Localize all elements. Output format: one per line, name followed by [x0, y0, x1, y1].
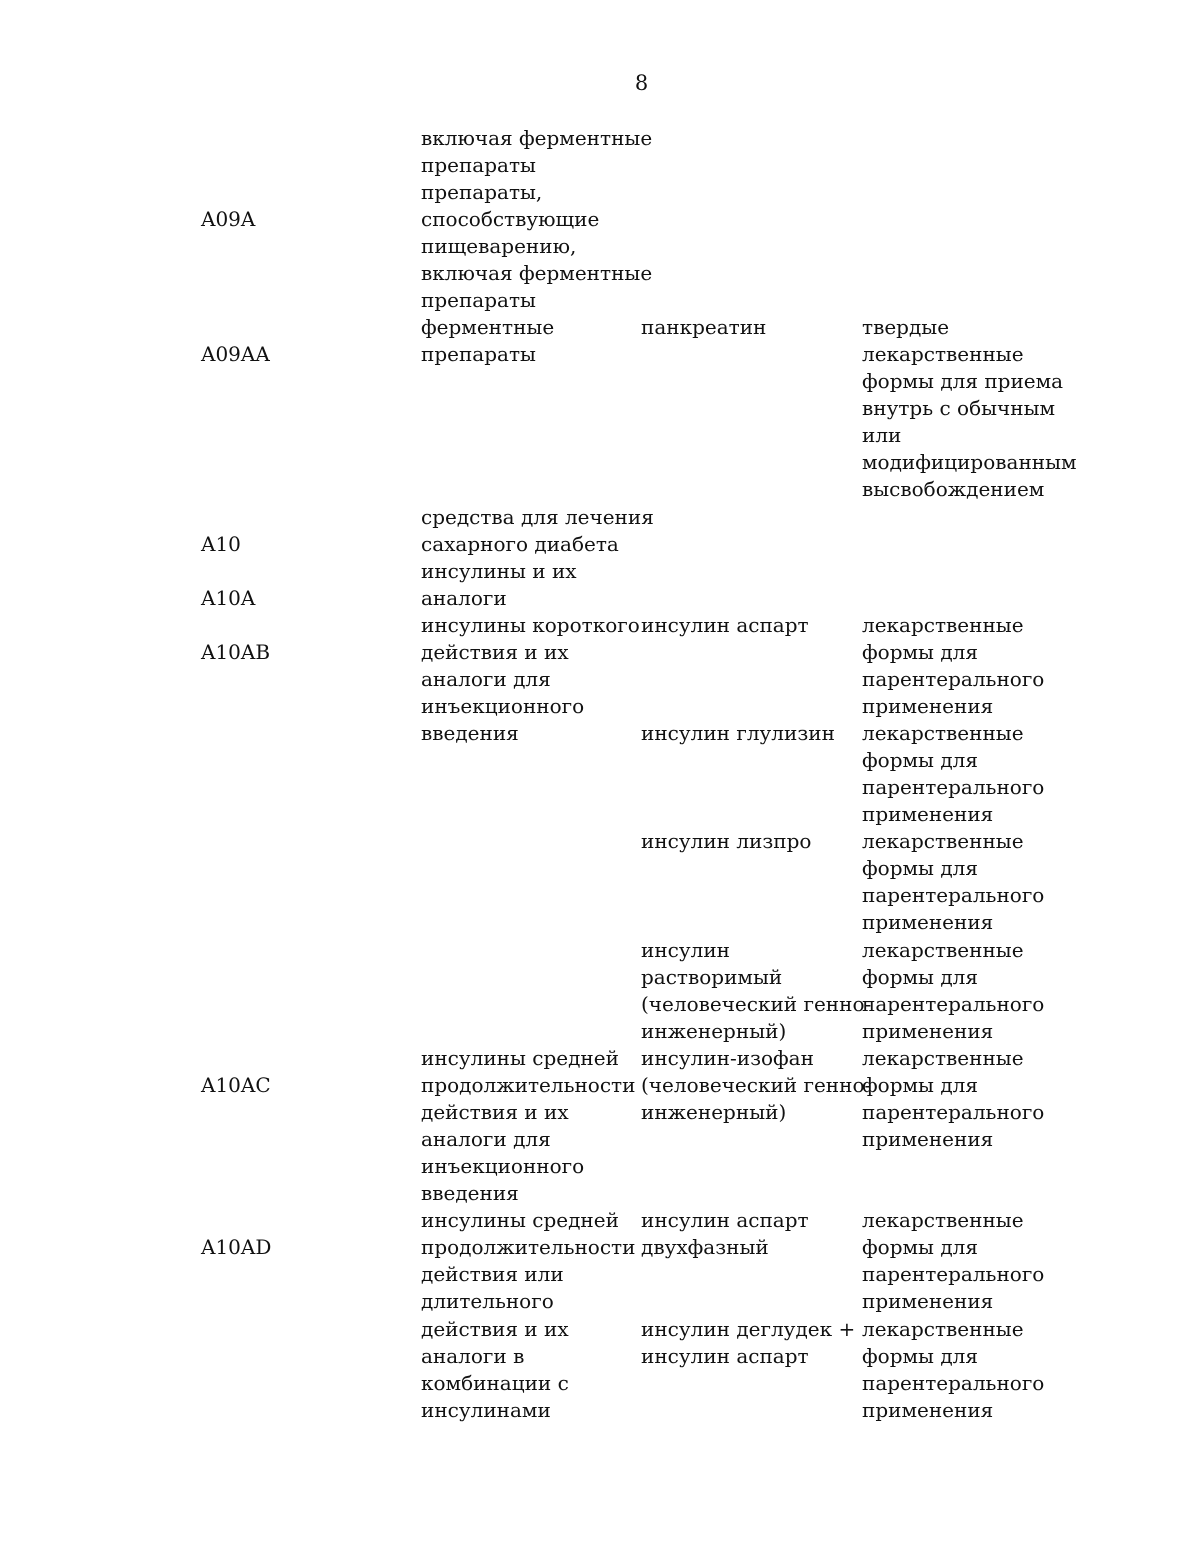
drug-name-line: инсулин [641, 938, 730, 962]
dosage-form-line: лекарственные [862, 938, 1024, 962]
drug-name-line: двухфазный [641, 1235, 769, 1259]
dosage-form-line: формы для [862, 1073, 978, 1097]
group-name-line: инсулины и их [421, 559, 577, 583]
atc-code: A09A [201, 207, 256, 231]
dosage-form-line: парентерального [862, 992, 1045, 1016]
group-name-line: аналоги [421, 586, 507, 610]
drug-name-line: инсулин-изофан [641, 1046, 814, 1070]
dosage-form-line: или [862, 423, 902, 447]
dosage-form-line: применения [862, 1127, 994, 1151]
group-name-line: способствующие [421, 207, 600, 231]
group-name-line: средства для лечения [421, 505, 654, 529]
dosage-form-line: парентерального [862, 667, 1045, 691]
group-name-line: комбинации с [421, 1371, 569, 1395]
dosage-form-line: твердые [862, 315, 950, 339]
group-name-line: продолжительности [421, 1073, 636, 1097]
drug-name-line: инсулин деглудек + [641, 1317, 856, 1341]
dosage-form-line: применения [862, 1289, 994, 1313]
page-number: 8 [634, 71, 649, 95]
atc-code: A10AC [201, 1073, 271, 1097]
dosage-form-line: формы для [862, 1344, 978, 1368]
group-name-line: аналоги для [421, 667, 551, 691]
dosage-form-line: лекарственные [862, 829, 1024, 853]
drug-name-line: инженерный) [641, 1019, 787, 1043]
dosage-form-line: формы для [862, 965, 978, 989]
dosage-form-line: внутрь с обычным [862, 396, 1056, 420]
dosage-form-line: формы для приема [862, 369, 1064, 393]
dosage-form-line: формы для [862, 640, 978, 664]
group-name-line: действия и их [421, 1317, 569, 1341]
atc-code: A10AB [201, 640, 271, 664]
dosage-form-line: лекарственные [862, 1046, 1024, 1070]
group-name-line: введения [421, 1181, 519, 1205]
drug-name-line: инсулин аспарт [641, 1344, 809, 1368]
dosage-form-line: формы для [862, 748, 978, 772]
group-name-line: действия и их [421, 640, 569, 664]
dosage-form-line: парентерального [862, 1100, 1045, 1124]
group-name-line: продолжительности [421, 1235, 636, 1259]
group-name-line: препараты [421, 342, 536, 366]
drug-name-line: инженерный) [641, 1100, 787, 1124]
group-name-line: инъекционного [421, 694, 585, 718]
group-name-line: сахарного диабета [421, 532, 619, 556]
group-name-line: действия или [421, 1262, 564, 1286]
group-name-line: инъекционного [421, 1154, 585, 1178]
group-name-line: инсулины средней [421, 1208, 619, 1232]
group-name-line: инсулины короткого [421, 613, 640, 637]
dosage-form-line: формы для [862, 856, 978, 880]
drug-name-line: панкреатин [641, 315, 767, 339]
dosage-form-line: парентерального [862, 883, 1045, 907]
atc-code: A09AA [201, 342, 270, 366]
dosage-form-line: модифицированным [862, 450, 1077, 474]
dosage-form-line: парентерального [862, 1262, 1045, 1286]
group-name-line: пищеварению, [421, 234, 577, 258]
drug-name-line: инсулин аспарт [641, 1208, 809, 1232]
atc-code: A10A [201, 586, 256, 610]
group-name-line: инсулинами [421, 1398, 551, 1422]
group-name-line: включая ферментные [421, 126, 653, 150]
group-name-line: инсулины средней [421, 1046, 619, 1070]
dosage-form-line: применения [862, 694, 994, 718]
group-name-line: действия и их [421, 1100, 569, 1124]
group-name-line: препараты [421, 153, 536, 177]
dosage-form-line: парентерального [862, 775, 1045, 799]
dosage-form-line: лекарственные [862, 721, 1024, 745]
group-name-line: ферментные [421, 315, 555, 339]
group-name-line: включая ферментные [421, 261, 653, 285]
atc-code: A10AD [201, 1235, 272, 1259]
group-name-line: препараты, [421, 180, 543, 204]
drug-name-line: (человеческий генно- [641, 1073, 872, 1097]
group-name-line: длительного [421, 1289, 554, 1313]
dosage-form-line: лекарственные [862, 613, 1024, 637]
atc-code: A10 [201, 532, 241, 556]
group-name-line: введения [421, 721, 519, 745]
dosage-form-line: применения [862, 910, 994, 934]
drug-name-line: инсулин лизпро [641, 829, 812, 853]
dosage-form-line: высвобождением [862, 477, 1045, 501]
dosage-form-line: лекарственные [862, 342, 1024, 366]
dosage-form-line: применения [862, 1398, 994, 1422]
dosage-form-line: лекарственные [862, 1317, 1024, 1341]
dosage-form-line: лекарственные [862, 1208, 1024, 1232]
dosage-form-line: формы для [862, 1235, 978, 1259]
drug-name-line: (человеческий генно- [641, 992, 872, 1016]
dosage-form-line: парентерального [862, 1371, 1045, 1395]
group-name-line: аналоги для [421, 1127, 551, 1151]
drug-name-line: инсулин глулизин [641, 721, 835, 745]
drug-name-line: инсулин аспарт [641, 613, 809, 637]
dosage-form-line: применения [862, 802, 994, 826]
drug-name-line: растворимый [641, 965, 783, 989]
group-name-line: препараты [421, 288, 536, 312]
dosage-form-line: применения [862, 1019, 994, 1043]
group-name-line: аналоги в [421, 1344, 525, 1368]
